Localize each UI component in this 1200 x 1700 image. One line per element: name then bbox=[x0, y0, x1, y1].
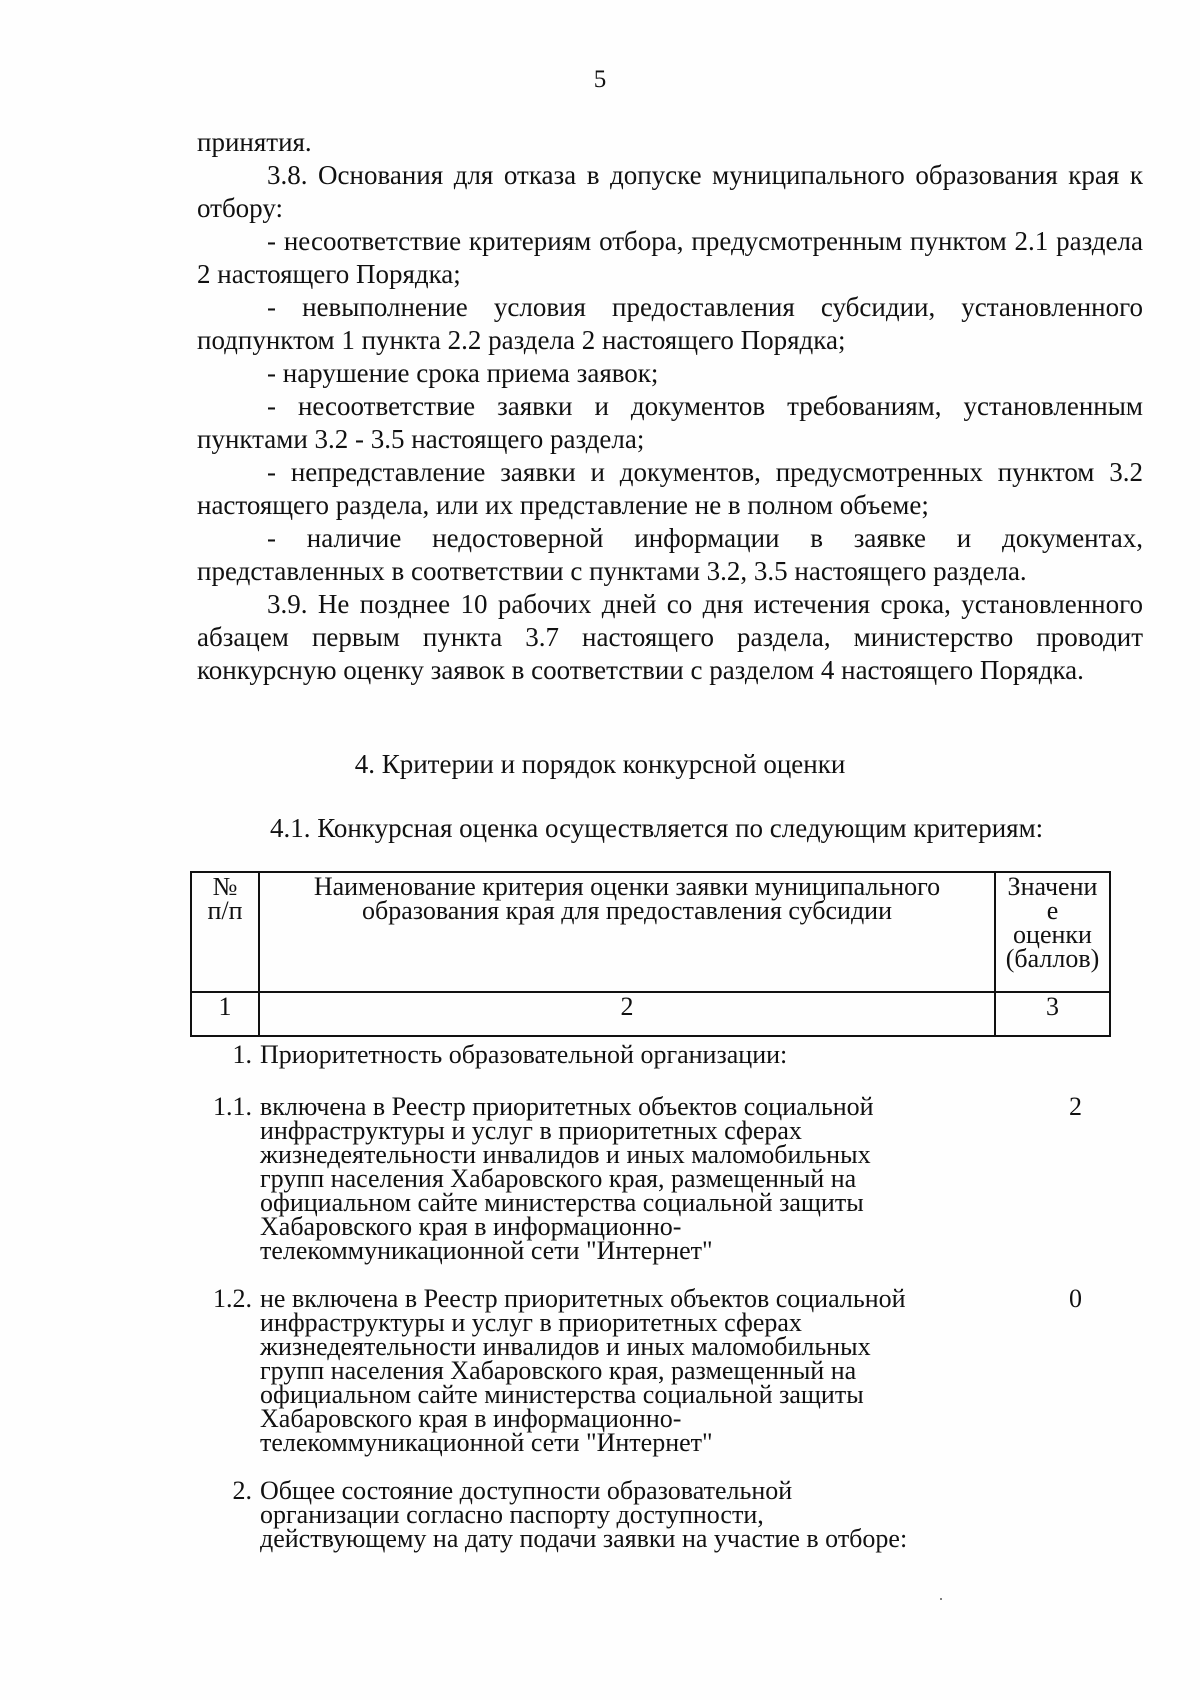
criterion-line: групп населения Хабаровского края, размещенный на bbox=[260, 1356, 857, 1385]
criterion-number: 2. bbox=[232, 1476, 252, 1505]
criterion-line: телекоммуникационной сети "Интернет" bbox=[260, 1236, 713, 1265]
criterion-line: не включена в Реестр приоритетных объектов социальной bbox=[260, 1284, 906, 1313]
header-number bbox=[191, 872, 259, 992]
criterion-value: 2 bbox=[1069, 1092, 1082, 1121]
header-line: № bbox=[212, 872, 238, 901]
page-number: 5 bbox=[593, 66, 607, 93]
criteria-table bbox=[190, 871, 1111, 1037]
paragraph: - наличие недостоверной информации в заявке и документах, представленных в соответствии с пунктами 3.2, 3.5 настоящего раздела. bbox=[197, 523, 1143, 586]
column-index: 2 bbox=[259, 992, 995, 1036]
scan-speck bbox=[940, 1598, 942, 1600]
header-line: оценки bbox=[1013, 920, 1092, 949]
criterion-line: Хабаровского края в информационно- bbox=[260, 1212, 682, 1241]
header-line: (баллов) bbox=[1005, 944, 1100, 973]
header-line: п/п bbox=[207, 896, 243, 925]
paragraph: принятия. bbox=[197, 127, 312, 157]
criterion-line: официальном сайте министерства социальной защиты bbox=[260, 1380, 864, 1409]
criterion-line: Общее состояние доступности образовательной bbox=[260, 1476, 793, 1505]
criterion-line: групп населения Хабаровского края, размещенный на bbox=[260, 1164, 857, 1193]
paragraph: - невыполнение условия предоставления субсидии, установленного подпунктом 1 пункта 2.2 раздела 2 настоящего Порядка; bbox=[197, 292, 1143, 355]
criterion-text bbox=[260, 1476, 960, 1553]
section-heading: 4. Критерии и порядок конкурсной оценки bbox=[354, 749, 846, 779]
criterion-line: жизнедеятельности инвалидов и иных маломобильных bbox=[260, 1332, 871, 1361]
criterion-line: организации согласно паспорту доступности, bbox=[260, 1500, 764, 1529]
criterion-line: телекоммуникационной сети "Интернет" bbox=[260, 1428, 713, 1457]
table-index-row bbox=[191, 992, 1110, 1036]
criterion-line: инфраструктуры и услуг в приоритетных сферах bbox=[260, 1308, 802, 1337]
section-intro: 4.1. Конкурсная оценка осуществляется по следующим критериям: bbox=[270, 813, 1044, 843]
paragraph: 3.8. Основания для отказа в допуске муниципального образования края к отбору: bbox=[197, 160, 1143, 223]
paragraph: - непредставление заявки и документов, предусмотренных пунктом 3.2 настоящего раздела, или их представление не в полном объеме; bbox=[197, 457, 1143, 520]
criterion-line: включена в Реестр приоритетных объектов социальной bbox=[260, 1092, 874, 1121]
criterion-line: Хабаровского края в информационно- bbox=[260, 1404, 682, 1433]
header-line: Наименование критерия оценки заявки муниципального bbox=[313, 872, 941, 901]
criterion-number: 1.1. bbox=[213, 1092, 252, 1121]
criterion-line: официальном сайте министерства социальной защиты bbox=[260, 1188, 864, 1217]
column-index: 1 bbox=[191, 992, 259, 1036]
criterion-line: Приоритетность образовательной организации: bbox=[260, 1040, 788, 1069]
paragraph: 3.9. Не позднее 10 рабочих дней со дня истечения срока, установленного абзацем первым пункта 3.7 настоящего раздела, министерство проводит конкурсную оценку заявок в соответствии с разделом 4 настоящего Порядка. bbox=[197, 589, 1143, 685]
criterion-line: жизнедеятельности инвалидов и иных маломобильных bbox=[260, 1140, 871, 1169]
criterion-value: 0 bbox=[1069, 1284, 1082, 1313]
header-criterion-name bbox=[259, 872, 995, 992]
table-header-row bbox=[191, 872, 1110, 992]
criterion-number: 1.2. bbox=[213, 1284, 252, 1313]
header-line: е bbox=[1046, 896, 1059, 925]
header-line: образования края для предоставления субсидии bbox=[361, 896, 893, 925]
header-score-value bbox=[995, 872, 1110, 992]
criterion-line: действующему на дату подачи заявки на участие в отборе: bbox=[260, 1524, 908, 1553]
header-line: Значени bbox=[1007, 872, 1098, 901]
criterion-text bbox=[260, 1040, 960, 1069]
paragraph: - несоответствие критериям отбора, предусмотренным пунктом 2.1 раздела 2 настоящего Порядка; bbox=[197, 226, 1143, 289]
paragraph: - нарушение срока приема заявок; bbox=[267, 358, 659, 388]
criterion-number: 1. bbox=[232, 1040, 252, 1069]
body-paragraphs bbox=[197, 126, 1143, 687]
criterion-line: инфраструктуры и услуг в приоритетных сферах bbox=[260, 1116, 802, 1145]
column-index: 3 bbox=[995, 992, 1110, 1036]
criterion-text bbox=[260, 1284, 960, 1457]
criterion-text bbox=[260, 1092, 960, 1265]
paragraph: - несоответствие заявки и документов требованиям, установленным пунктами 3.2 - 3.5 настоящего раздела; bbox=[197, 391, 1143, 454]
